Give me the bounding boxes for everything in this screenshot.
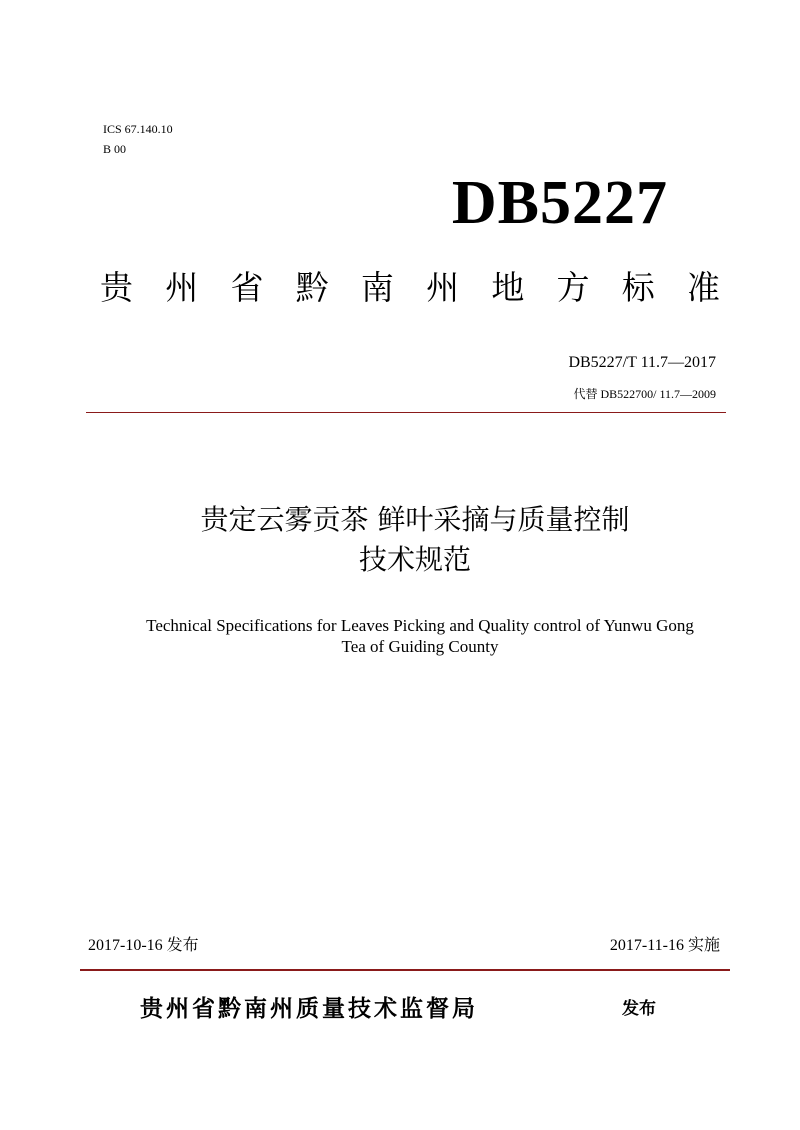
authority-char: 标 — [621, 268, 655, 307]
authority-char: 贵 — [100, 268, 133, 307]
chinese-title-line-2: 技术规范 — [358, 543, 471, 576]
authority-char: 州 — [426, 268, 460, 307]
authority-name — [100, 262, 720, 309]
replaces-standard: 代替 DB522700/ 11.7—2009 — [573, 387, 716, 401]
top-divider — [86, 412, 726, 413]
english-title-line-2: Tea of Guiding County — [341, 637, 499, 656]
english-title — [40, 615, 800, 657]
english-title-line-1: Technical Specifications for Leaves Picking and Quality control of Yunwu Gong — [146, 616, 694, 635]
classification-codes — [103, 119, 173, 159]
chinese-title-line-1: 贵定云雾贡茶 鲜叶采摘与质量控制 — [200, 503, 630, 536]
ics-code: ICS 67.140.10 — [103, 122, 173, 136]
bottom-divider — [80, 969, 730, 971]
authority-char: 方 — [556, 268, 590, 307]
standard-code: DB5227 — [451, 169, 668, 237]
authority-char: 黔 — [295, 268, 329, 307]
implementation-date: 2017-11-16 实施 — [609, 937, 720, 954]
authority-char: 南 — [360, 268, 394, 307]
authority-char: 省 — [230, 268, 264, 307]
publisher-name: 贵州省黔南州质量技术监督局 — [140, 996, 478, 1022]
publisher-suffix: 发布 — [622, 999, 656, 1019]
authority-char: 州 — [165, 268, 199, 307]
ccs-code: B 00 — [103, 142, 127, 156]
chinese-title — [0, 500, 800, 580]
authority-char: 准 — [686, 268, 720, 307]
standard-number: DB5227/T 11.7—2017 — [568, 354, 716, 371]
authority-char: 地 — [491, 268, 525, 307]
issue-date: 2017-10-16 发布 — [88, 937, 199, 954]
